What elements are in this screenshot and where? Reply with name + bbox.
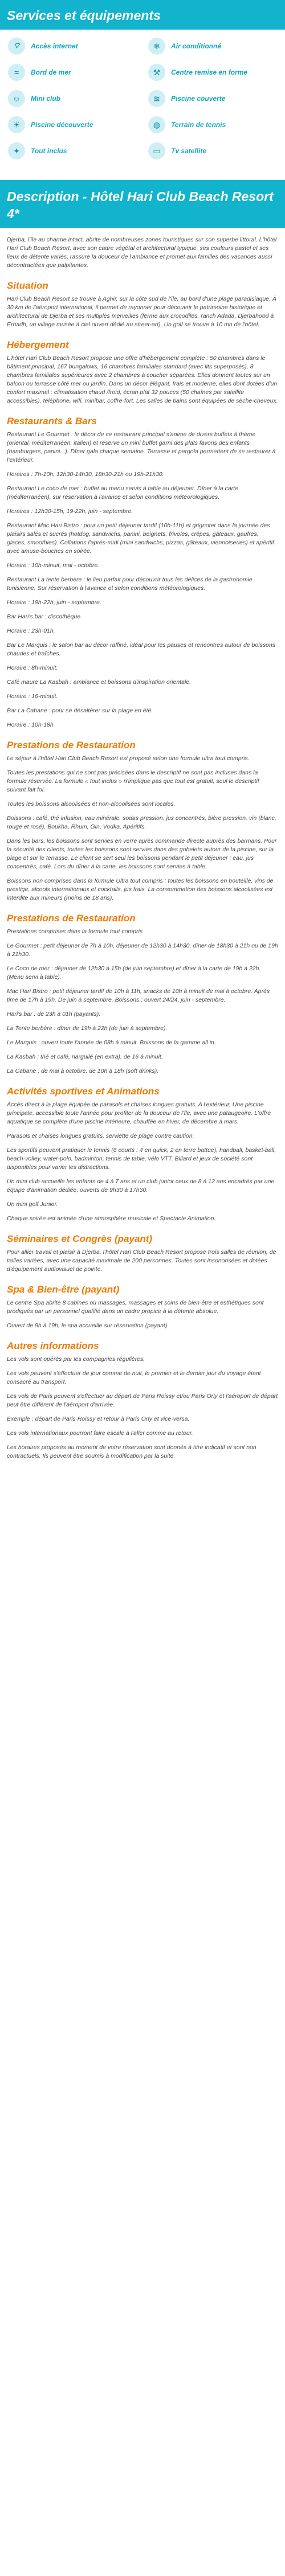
pool-icon: ≋: [148, 90, 165, 107]
section-paragraph: Café maure La Kasbah : ambiance et boissons d'inspiration orientale.: [7, 679, 192, 686]
service-label: Centre remise en forme: [171, 68, 248, 76]
section-paragraph: Restaurant La tente berbère : le lieu parfait pour découvrir tous les délices de la gastronomie tunisienne. Sur réservation à l'avance et selon conditions météorologiques.: [7, 576, 253, 592]
wifi-icon: ⌔: [8, 38, 25, 55]
service-item: [148, 36, 277, 56]
section-paragraph: Les vols internationaux pourront faire escale à l'aller comme au retour.: [7, 1430, 193, 1437]
service-label: Tv satellite: [171, 147, 207, 155]
section-paragraph: Horaire : 19h-22h, juin - septembre.: [7, 599, 101, 606]
section-paragraph: Horaires : 12h30-15h, 19-22h, juin - septembre.: [7, 508, 133, 515]
section-paragraph: Parasols et chaises longues gratuits, serviette de plage contre caution.: [7, 1133, 194, 1139]
section-paragraph: Mac Hari Bistro : petit déjeuner tardif de 10h à 11h, snacks de 10h à minuit de mai à octobre. Après time de 17h à 19h. De juin à septembre. Boissons : ouvert 24/24, juin - septembre.: [7, 988, 270, 1003]
service-label: Piscine découverte: [31, 121, 93, 129]
section-paragraph: Horaires : 7h-10h, 12h30-14h30, 18h30-21h ou 19h-21h30.: [7, 471, 164, 478]
tennis-icon: ◍: [148, 116, 165, 133]
all-inclusive-icon: ✦: [8, 142, 25, 159]
section-title: Activités sportives et Animations: [7, 1086, 160, 1097]
service-item: [8, 89, 137, 108]
section-paragraph: Bar La Cabane : pour se désaltérer sur la plage en été.: [7, 707, 153, 714]
section-title: Autres informations: [7, 1340, 99, 1351]
description-intro: Djerba, l'île au charme intact, abrite de nombreuses zones touristiques sur son superbe littoral. L'hôtel Hari Club Beach Resort, avec son cadre végétal et architectural typique, ses couleurs pastel et ses lieux de détente variés, rassure la douceur de l'ambiance et promet aux familles des vacances aussi décontractées que palpitantes.: [7, 236, 277, 269]
service-item: [8, 63, 137, 82]
section-paragraph: Dans les bars, les boissons sont servies en verre après commande directe auprès des barmans. Pour la sécurité des clients, toutes les boissons sont servies dans des gobelets autour de la piscine, sur la plage et sur le terrasse. Le client se sert seul les boissons pendant le petit déjeuner : eau, jus concentrés, café. Lors du dîner à la carte, les boissons sont servies à table.: [7, 838, 277, 870]
service-label: Tout inclus: [31, 147, 67, 155]
section-title: Situation: [7, 280, 48, 291]
service-item: [148, 115, 277, 134]
section-paragraph: Horaire : 16-minuit.: [7, 693, 58, 700]
section-paragraph: Bar Le Marquis : le salon bar au décor raffiné, idéal pour les pauses et rencontres autour de boissons chaudes et fraîches.: [7, 642, 276, 657]
snowflake-icon: ❄: [148, 38, 165, 55]
service-item: [8, 36, 137, 56]
service-item: [148, 141, 277, 161]
section-paragraph: Les horaires proposés au moment de votre réservation sont donnés à titre indicatif et sont non contractuels. Ils peuvent être soumis à modification par la suite.: [7, 1444, 256, 1459]
services-title: Services et équipements: [7, 8, 161, 23]
section-paragraph: Chaque soirée est animée d'une atmosphère musicale et Spectacle Animation.: [7, 1215, 216, 1222]
section-paragraph: Exemple : départ de Paris Roissy et retour à Paris Orly et vice-versa.: [7, 1416, 190, 1422]
service-label: Piscine couverte: [171, 95, 226, 102]
section-paragraph: Accès direct à la plage équipée de parasols et chaises longues gratuits. A l'extérieur, Une piscine principale, accessible toute l'année pour profiter de la douceur de l'île, avec une pataugeoire. L'offre aquatique se complète d'une piscine intérieure, chauffée en hiver, de décembre à mars.: [7, 1101, 271, 1125]
section-paragraph: Hari's bar : de 23h à 01h (payants).: [7, 1011, 101, 1018]
section-paragraph: Prestations comprises dans la formule tout compris: [7, 928, 143, 935]
service-label: Terrain de tennis: [171, 121, 226, 129]
section-title: Prestations de Restauration: [7, 913, 136, 924]
tv-icon: ▭: [148, 142, 165, 159]
section-paragraph: Horaire : 8h-minuit.: [7, 664, 58, 671]
section-title: Prestations de Restauration: [7, 740, 136, 750]
section-paragraph: Horaire : 10h-minuit, mai - octobre.: [7, 562, 100, 569]
section-paragraph: Le Gourmet : petit déjeuner de 7h à 10h, déjeuner de 12h30 à 14h30, dîner de 18h30 à 21h ou de 19h à 21h30.: [7, 942, 278, 958]
description-header: [0, 180, 285, 228]
section-paragraph: Bar Hari's bar : discothèque.: [7, 613, 83, 620]
section-paragraph: La Tente berbère : dîner de 19h à 22h (de juin à septembre).: [7, 1025, 168, 1032]
section-paragraph: Toutes les prestations qui ne sont pas précisées dans le descriptif ne sont pas incluses dans la formule réservée. La formule « tout inclus » n'implique pas que tout est gratuit, seul le descriptif suivant fait foi.: [7, 769, 259, 793]
service-item: [8, 141, 137, 161]
section-paragraph: L'hôtel Hari Club Beach Resort propose une offre d'hébergement complète : 50 chambres dans le bâtiment principal, 167 bungalows, 16 chambres familiales standard (avec lits superposés), 8 chambres familiales supérieures avec 2 chambres à coucher séparées. Elles donnent toutes sur un balcon ou terrasse côté mer ou jardin. Dans un décor élégant, frais et moderne, elles dont dotées d'un confort maximal : climatisation chaud /froid, écran plat 32 pouces (50 chaînes par satellite accessibles), téléphone, wifi, minibar, coffre-fort. Les salles de bains sont équipées de sèche-cheveux.: [7, 355, 278, 404]
description-content: [0, 228, 285, 1461]
dumbbell-icon: ⚒: [148, 64, 165, 81]
child-icon: ☺: [8, 90, 25, 107]
section-paragraph: La Kasbah : thé et café, narguilé (en extra), de 16 à minuit.: [7, 1053, 163, 1060]
section-title: Séminaires et Congrès (payant): [7, 1233, 153, 1244]
section-paragraph: Le séjour à l'hôtel Hari Club Beach Resort est proposé selon une formule ultra tout compris.: [7, 755, 250, 762]
section-paragraph: La Cabane : de mai à octobre, de 10h à 18h (soft drinks).: [7, 1068, 159, 1074]
section-paragraph: Horaire : 23h-01h.: [7, 627, 55, 634]
section-paragraph: Les sportifs peuvent pratiquer le tennis (6 courts : 4 en quick, 2 en terre battue), handball, basket-ball, beach-volley, water-polo, badminton, tennis de table, vélo VTT. Billard et jeux de société sont disponibles pour varier les distractions.: [7, 1147, 276, 1171]
section-title: Spa & Bien-être (payant): [7, 1284, 120, 1295]
section-paragraph: Toutes les boissons alcoolisées et non-alcoolisées sont locales.: [7, 801, 176, 807]
section-title: Hébergement: [7, 339, 69, 350]
service-label: Mini club: [31, 95, 60, 102]
section-paragraph: Les vols peuvent s'effectuer de jour comme de nuit, le premier et le dernier jour du voyage étant consacré au transport.: [7, 1370, 261, 1385]
section-paragraph: Hari Club Beach Resort se trouve à Aghir, sur la côte sud de l'île, au bord d'une plage paradisiaque. À 30 km de l'aéroport international, il permet de rayonner pour découvrir le patrimoine historique et architectural de Djerba et ses multiples merveilles (ferme aux crocodiles, ranch Adada, Djerbahood à Erriadh, un village musée à ciel ouvert dédié au street-art). Un golf se trouve à 10 mn de l'hôtel.: [7, 296, 276, 328]
section-paragraph: Le Marquis : ouvert toute l'année de 08h à minuit. Boissons de la gamme all in.: [7, 1039, 216, 1046]
service-item: [148, 89, 277, 108]
service-label: Bord de mer: [31, 68, 71, 76]
services-grid: [0, 30, 285, 170]
service-label: Air conditionné: [171, 42, 221, 50]
service-item: [8, 115, 137, 134]
section-paragraph: Un mini club accueille les enfants de 4 à 7 ans et un club junior ceux de 8 à 12 ans encadrés par une équipe d'animation dédiée, ouverts de 9h30 à 17h30.: [7, 1178, 275, 1193]
section-paragraph: Un mini golf Junior.: [7, 1201, 58, 1208]
description-title: Description - Hôtel Hari Club Beach Resort 4*: [7, 189, 274, 221]
section-paragraph: Ouvert de 9h à 19h, le spa accueille sur réservation (payant).: [7, 1322, 169, 1329]
section-paragraph: Les vols de Paris peuvent s'effectuer au départ de Paris Roissy et/ou Paris Orly et l'aéroport de départ peut être différent de l'aéroport d'arrivée.: [7, 1393, 278, 1408]
pool-outdoor-icon: ☀: [8, 116, 25, 133]
section-paragraph: Pour allier travail et plaisir à Djerba, l'hôtel Hari Club Beach Resort propose trois salles de réunion, de tailles variées, avec une capacité maximale de 200 personnes. Toutes sont insonorisées et dotées d'équipement audiovisuel de pointe.: [7, 1249, 276, 1273]
wave-icon: ≈: [8, 64, 25, 81]
section-paragraph: Les vols sont opérés par les compagnies régulières.: [7, 1356, 145, 1363]
section-paragraph: Boissons non comprises dans la formule Ultra tout compris : toutes les boissons en bouteille, vins de prestige, alcools internationaux et cocktails, jus frais. La consommation des boissons alcoolisées est interdite aux mineurs (moins de 18 ans).: [7, 877, 274, 901]
section-paragraph: Boissons : café, thé infusion, eau minérale, sodas pression, jus concentrés, bière pression, vin (blanc, rouge et rosé), Boukha, Rhum, Gin, Vodka, Apéritifs.: [7, 815, 276, 830]
section-paragraph: Restaurant Le coco de mer : buffet au menu servis à table au déjeuner. Dîner à la carte (méditerranéen), sur réservation à l'avance et selon conditions météorologiques.: [7, 485, 238, 501]
section-paragraph: Le Coco de mer : déjeuner de 12h30 à 15h (de juin septembre) et dîner à la carte de 19h à 22h. (Menu servi à table).: [7, 965, 261, 981]
service-item: [148, 63, 277, 82]
services-header: [0, 0, 285, 30]
section-paragraph: Horaire : 10h-18h: [7, 721, 54, 728]
section-title: Restaurants & Bars: [7, 416, 97, 426]
section-paragraph: Le centre Spa abrite 8 cabines où massages, massages et soins de bien-être et esthétiques sont prodigués par un personnel qualifié dans un cadre propice à la détente absolue.: [7, 1299, 264, 1315]
service-label: Accès internet: [31, 42, 78, 50]
section-paragraph: Restaurant Mac Hari Bistro : pour un petit déjeuner tardif (10h-11h) et grignoter dans la journée des plaisirs salés et sucrés (hotdog, sandwichs, panini, beignets, frivoles, crêpes, gâteaux, gaufres, glaces, smoothies). Collations l'après-midi (mini sandwichs, pizzas, gâteaux, viennoiseries) et apéritif avec amuse-bouches en soirée.: [7, 522, 274, 555]
section-paragraph: Restaurant Le Gourmet : le décor de ce restaurant principal s'anime de divers buffets à thème (oriental, méditerranéen, italien) et réserve un mini buffet garni des plats favoris des enfants (hamburgers, panini...). Dîner gala chaque semaine. Terrasse et pergola permettent de se restaurer à l'extérieur.: [7, 431, 276, 463]
